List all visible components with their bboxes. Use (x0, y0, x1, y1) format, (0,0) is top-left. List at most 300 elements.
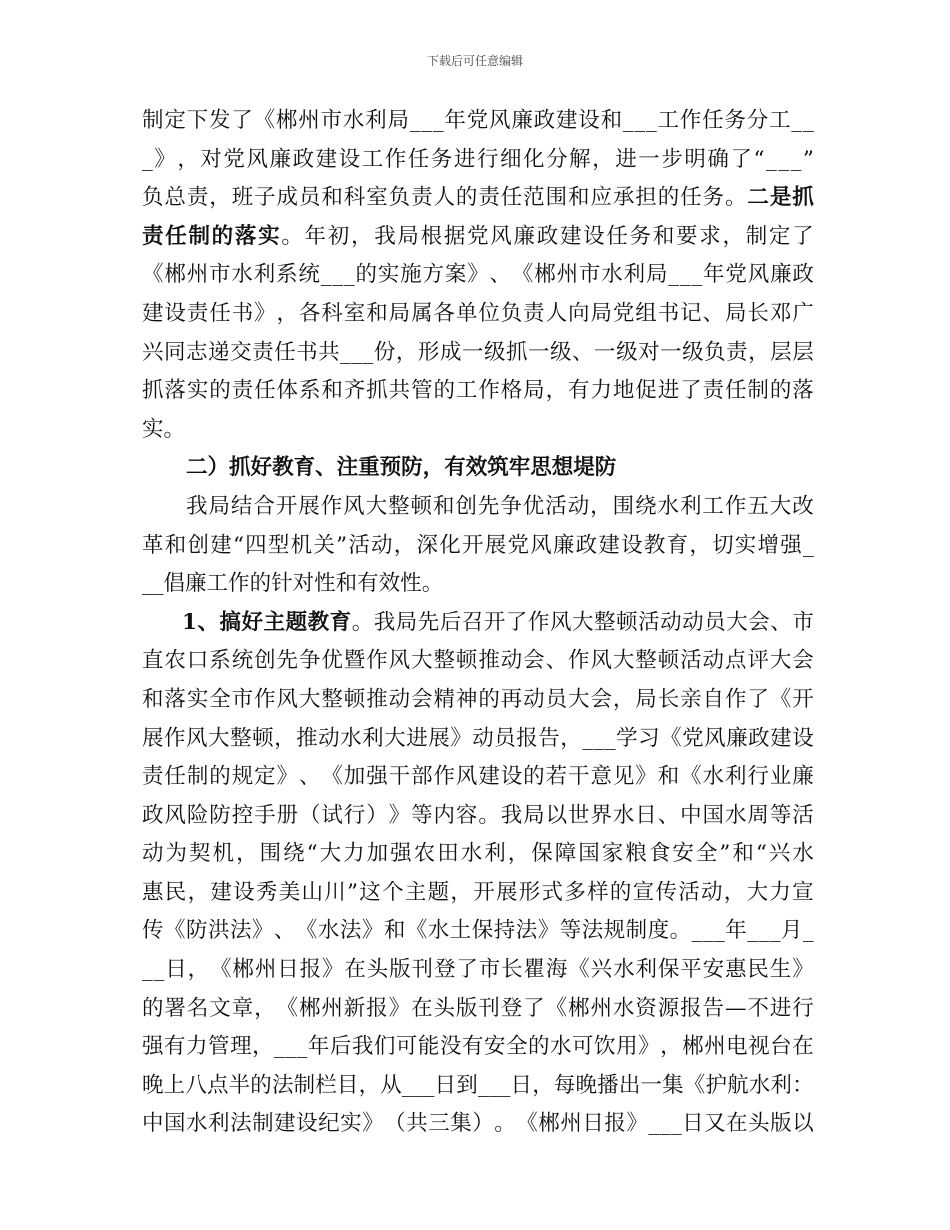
text-char: 资 (635, 995, 657, 1021)
text-char: 法 (339, 918, 362, 944)
text-char: 政 (575, 532, 598, 558)
text-char: 目 (336, 1072, 359, 1098)
text-char: 书 (657, 300, 680, 326)
text-char: 作 (724, 493, 747, 519)
text-char: 落 (164, 686, 186, 712)
text-char: 员 (494, 725, 516, 751)
text-char: _ (659, 1111, 671, 1137)
text-char: 大 (746, 879, 769, 905)
text-char: 了 (730, 146, 752, 172)
text-char: 组 (635, 300, 657, 326)
text-char: 法 (229, 918, 252, 944)
text-char: 和 (432, 493, 455, 519)
text-char: 大 (612, 648, 635, 674)
text-char: 报 (516, 725, 538, 751)
text-char: 责 (523, 300, 545, 326)
text-char: _ (477, 1072, 489, 1098)
text-char: 全 (695, 841, 718, 867)
text-char: 工 (455, 378, 478, 404)
text-line (142, 990, 814, 1029)
text-char: _ (409, 108, 421, 133)
text-char: 、 (572, 339, 594, 365)
text-char: “ (753, 146, 765, 172)
text-char: 版 (770, 1111, 792, 1137)
text-char: 细 (499, 146, 522, 172)
text-char: 系 (298, 378, 321, 404)
text-line (142, 102, 814, 141)
text-char: 风 (490, 223, 512, 249)
text-char: 教 (643, 532, 666, 558)
text-char: 》 (638, 1034, 660, 1060)
text-char: 实 (258, 223, 280, 249)
text-char: 整 (321, 686, 343, 712)
text-char: ， (723, 879, 746, 905)
text-char: 整 (635, 648, 657, 674)
text-char: 动 (702, 648, 725, 674)
text-char: 风 (489, 108, 511, 133)
text-char: 牢 (508, 455, 531, 481)
text-char: 利 (208, 1111, 230, 1137)
text-char: _ (622, 108, 634, 133)
text-char: _ (142, 146, 153, 172)
text-char: 水 (460, 841, 483, 867)
text-char: 了 (792, 223, 814, 249)
text-char: 责 (142, 223, 164, 249)
text-char: 实 (142, 416, 164, 442)
text-char: 制 (188, 223, 210, 249)
text-char: 》 (388, 995, 411, 1021)
text-char: 报 (604, 1111, 626, 1137)
text-char: 长 (657, 686, 680, 712)
text-char: 防 (401, 455, 423, 481)
text-char: 饮 (594, 1034, 616, 1060)
text-char: 动 (500, 648, 523, 674)
text-char: ， (350, 223, 373, 249)
text-char: 党 (507, 532, 529, 558)
text-line (142, 256, 814, 295)
text-char: 和 (600, 108, 623, 133)
text-char: 作 (254, 686, 276, 712)
text-char: 农 (413, 841, 436, 867)
text-char: 动 (142, 841, 164, 867)
text-char: 定 (254, 764, 276, 790)
text-char: ， (722, 223, 744, 249)
text-char: 郴 (538, 1111, 560, 1137)
text-char: 兴 (590, 957, 613, 983)
text-char: 展 (495, 879, 518, 905)
text-char: 我 (186, 493, 208, 519)
text-char: 险 (186, 802, 209, 828)
text-char: 格 (500, 378, 523, 404)
text-char: 下 (186, 108, 209, 133)
text-char: 航 (727, 1072, 749, 1098)
text-char: 》 (388, 802, 411, 828)
text-char: 。 (351, 609, 374, 635)
text-char: 文 (209, 995, 231, 1021)
text-char: 等 (559, 918, 582, 944)
text-char: ， (252, 1034, 274, 1060)
text-char: 风 (455, 764, 478, 790)
text-char: 刊 (478, 995, 500, 1021)
text-char: 水 (702, 764, 725, 790)
text-char: 整 (388, 493, 410, 519)
text-char: 负 (704, 339, 726, 365)
text-char: 推 (366, 686, 388, 712)
text-char: 》 (251, 918, 274, 944)
text-char: 方 (422, 262, 445, 288)
text-char: 系 (276, 262, 298, 288)
text-char: _ (432, 108, 444, 133)
text-char: 《 (680, 764, 702, 790)
text-char: 进 (615, 146, 637, 172)
text-char: 任 (407, 146, 430, 172)
text-char: 登 (500, 995, 523, 1021)
text-char: 州 (254, 957, 277, 983)
text-char: 不 (747, 995, 769, 1021)
text-char: 秀 (255, 879, 278, 905)
text-char: 性 (400, 571, 422, 597)
text-char: 《 (253, 108, 276, 133)
text-char: 责 (231, 378, 254, 404)
text-char: 管 (411, 378, 433, 404)
text-char: _ (648, 1111, 660, 1137)
text-char: — (724, 995, 747, 1021)
text-char: 土 (449, 918, 472, 944)
text-char: 作 (527, 609, 550, 635)
text-char: 法 (271, 1072, 294, 1098)
text-char: 设 (500, 764, 523, 790)
text-char: 意 (590, 764, 612, 790)
text-char: 风 (747, 262, 770, 288)
text-char: 一 (660, 339, 682, 365)
text-char: 惠 (725, 957, 747, 983)
text-char: 法 (230, 1111, 252, 1137)
text-char: 》 (537, 918, 560, 944)
text-char: 承 (612, 185, 635, 211)
text-char: 强 (366, 764, 388, 790)
text-char: 局 (590, 300, 612, 326)
text-line (142, 912, 814, 951)
text-char: 制 (186, 764, 209, 790)
text-char: 机 (290, 532, 313, 558)
text-char: 层 (792, 339, 814, 365)
text-char: _ (691, 918, 703, 944)
text-char: _ (362, 339, 374, 365)
text-char: 和 (657, 764, 680, 790)
text-char: 和 (142, 686, 164, 712)
text-char: _ (142, 571, 153, 597)
text-char: 开 (483, 609, 506, 635)
text-char: 廉 (513, 223, 536, 249)
text-char: 二 (747, 185, 769, 211)
text-char: 部 (411, 764, 433, 790)
text-char: 深 (416, 532, 439, 558)
text-char: _ (488, 1072, 500, 1098)
text-char: _ (670, 1111, 682, 1137)
text-char: _ (332, 262, 344, 288)
text-char: 和 (164, 532, 187, 558)
text-char: 《 (545, 995, 568, 1021)
text-char: 试 (321, 802, 343, 828)
text-char: 瞿 (523, 957, 546, 983)
text-char: 利 (362, 725, 384, 751)
text-char: （ (298, 802, 321, 828)
text-char: 会 (748, 609, 770, 635)
text-char: 水 (792, 841, 814, 867)
text-char: 作 (228, 571, 250, 597)
text-char: 的 (209, 764, 231, 790)
text-char: 出 (618, 1072, 641, 1098)
text-char: 在 (344, 957, 366, 983)
text-char: 州 (704, 1034, 726, 1060)
text-char: 直 (142, 648, 164, 674)
text-char: 政 (292, 146, 315, 172)
text-char: 食 (648, 841, 671, 867)
text-char: 顿 (343, 686, 366, 712)
text-char: 推 (296, 725, 318, 751)
text-char: 郴 (568, 995, 590, 1021)
text-char: 再 (500, 686, 523, 712)
text-char: 、 (298, 764, 321, 790)
text-line (142, 758, 814, 797)
text-line (142, 681, 814, 720)
text-char: 》 (254, 300, 276, 326)
text-char: 顿 (455, 648, 478, 674)
text-char: 围 (259, 841, 282, 867)
text-char: 教 (307, 609, 330, 635)
text-char: 版 (389, 957, 411, 983)
text-char: 力 (186, 1034, 208, 1060)
text-char: 任 (254, 378, 276, 404)
text-char: 任 (274, 339, 296, 365)
text-char: 作 (478, 378, 500, 404)
text-char: 优 (321, 648, 343, 674)
text-char: 针 (271, 571, 293, 597)
text-char: 点 (206, 1072, 229, 1098)
text-char: _ (803, 532, 814, 558)
text-char: 动 (388, 686, 411, 712)
text-char: 日 (682, 1111, 704, 1137)
text-char: 持 (493, 918, 516, 944)
text-char: 想 (551, 455, 574, 481)
text-char: 精 (433, 686, 455, 712)
text-char: 的 (211, 223, 234, 249)
text-char: 刊 (411, 957, 434, 983)
text-char: 责 (252, 339, 274, 365)
text-char: 以 (792, 1111, 814, 1137)
text-char: ， (254, 995, 276, 1021)
text-char: 年 (307, 1034, 330, 1060)
text-char: 务 (702, 185, 725, 211)
text-char: 》 (792, 957, 814, 983)
text-char: 和 (568, 185, 590, 211)
text-char: 力 (590, 378, 612, 404)
text-char: 水 (342, 108, 365, 133)
text-char: 各 (433, 300, 455, 326)
text-char: 廉 (726, 725, 748, 751)
text-char: 利 (770, 1072, 792, 1098)
text-char: _ (802, 108, 814, 133)
text-char: 开 (275, 493, 298, 519)
text-char: 制 (293, 1072, 316, 1098)
text-char: 政 (792, 262, 814, 288)
text-char: _ (593, 725, 605, 751)
text-char: 规 (603, 918, 626, 944)
text-char: 级 (550, 339, 572, 365)
text-line (142, 179, 814, 218)
text-char: 法 (515, 918, 538, 944)
text-char: 风 (590, 648, 612, 674)
text-char: 样 (587, 879, 609, 905)
text-char: _ (499, 1072, 511, 1098)
text-char: 形 (518, 879, 541, 905)
text-char: 化 (439, 532, 461, 558)
text-char: 水 (612, 995, 635, 1021)
text-char: 建 (478, 764, 500, 790)
text-line (142, 411, 814, 450)
text-line (142, 334, 814, 373)
text-char: 责 (702, 378, 725, 404)
text-char: 合 (253, 493, 275, 519)
text-char: 头 (433, 995, 455, 1021)
text-char: 工 (361, 146, 384, 172)
text-char: 建 (770, 725, 792, 751)
text-char: 。 (281, 223, 303, 249)
text-char: ， (532, 1072, 554, 1098)
text-char: 日 (582, 1111, 604, 1137)
text-char: 筑 (487, 455, 509, 481)
text-char: 安 (483, 1034, 506, 1060)
text-char: 障 (554, 841, 577, 867)
text-char: 四 (245, 532, 267, 558)
text-char: 兴 (142, 339, 164, 365)
text-char: 员 (298, 185, 321, 211)
text-char: _ (645, 108, 657, 133)
text-char: 制 (142, 108, 164, 133)
text-char: 了 (456, 957, 478, 983)
text-char: 了 (680, 378, 702, 404)
text-char: 级 (483, 339, 506, 365)
text-char: 等 (411, 802, 433, 828)
text-char: 强 (142, 1034, 164, 1060)
text-line (142, 488, 814, 527)
text-char: 长 (501, 957, 523, 983)
text-char: 一 (594, 339, 616, 365)
text-char: 成 (276, 185, 299, 211)
text-char: 行 (476, 146, 499, 172)
text-char: 围 (612, 493, 635, 519)
text-char: 有 (357, 571, 379, 597)
text-char: 州 (590, 995, 612, 1021)
text-char: 自 (702, 686, 725, 712)
text-char: 水 (657, 493, 680, 519)
text-char: ， (612, 686, 635, 712)
text-char: 平 (680, 957, 702, 983)
text-char: 若 (545, 764, 568, 790)
text-char: 利 (635, 957, 657, 983)
text-char: 后 (439, 609, 462, 635)
text-char: 《 (163, 918, 186, 944)
text-char: 式 (541, 879, 564, 905)
text-char: 任 (209, 300, 231, 326)
text-char: 头 (366, 957, 389, 983)
text-char: 的 (142, 995, 164, 1021)
text-char: 党 (467, 223, 489, 249)
text-char: 进 (657, 378, 680, 404)
text-char: 根 (420, 223, 443, 249)
text-char: 评 (747, 648, 769, 674)
text-char: 范 (523, 185, 545, 211)
text-char: 明 (684, 146, 706, 172)
text-char: 大 (298, 686, 321, 712)
text-char: 日 (635, 802, 657, 828)
text-char: 大 (572, 609, 594, 635)
text-char: 章 (231, 995, 254, 1021)
text-char: 任 (500, 185, 523, 211)
text-char: 制 (625, 918, 648, 944)
text-char: 对 (200, 146, 222, 172)
text-char: 大 (726, 609, 748, 635)
text-char: 工 (206, 571, 229, 597)
text-char: 建 (210, 532, 232, 558)
text-char: 我 (374, 223, 396, 249)
text-char: 担 (635, 185, 657, 211)
text-char: 防 (209, 802, 231, 828)
text-char: 栏 (315, 1072, 337, 1098)
text-char: 源 (657, 995, 680, 1021)
text-char: 强 (390, 841, 412, 867)
text-char: 集 (662, 1072, 684, 1098)
text-char: 局 (397, 223, 419, 249)
text-char: 的 (478, 686, 500, 712)
text-char: 创 (187, 532, 209, 558)
text-char: 和 (321, 378, 343, 404)
text-char: 教 (272, 455, 294, 481)
text-char: 家 (601, 841, 624, 867)
text-char: 月 (780, 918, 803, 944)
text-char: 行 (792, 995, 814, 1021)
text-char: 水 (613, 957, 635, 983)
text-char: ， (236, 841, 258, 867)
text-char: 推 (478, 648, 500, 674)
text-char: 州 (298, 108, 320, 133)
text-char: 进 (769, 995, 792, 1021)
text-char: 务 (629, 223, 652, 249)
text-char: 度 (647, 918, 670, 944)
text-char: 人 (545, 300, 568, 326)
text-char: _ (142, 957, 153, 983)
text-char: 先 (276, 648, 299, 674)
text-char: 实 (734, 532, 757, 558)
text-char: _ (152, 571, 164, 597)
text-char: 个 (382, 879, 404, 905)
text-char: 设 (296, 1111, 318, 1137)
text-char: 美 (278, 879, 301, 905)
text-char: 政 (748, 725, 770, 751)
text-char: 负 (388, 185, 411, 211)
text-char: 了 (231, 108, 253, 133)
text-char: 同 (164, 339, 186, 365)
text-char: 年 (304, 223, 327, 249)
text-char: 见 (612, 764, 635, 790)
text-line (142, 527, 814, 566)
text-char: 台 (770, 1034, 792, 1060)
text-char: 干 (568, 764, 590, 790)
text-char: 的 (209, 378, 231, 404)
text-char: 。 (669, 918, 692, 944)
text-char: _ (604, 725, 616, 751)
text-char: 创 (254, 648, 276, 674)
